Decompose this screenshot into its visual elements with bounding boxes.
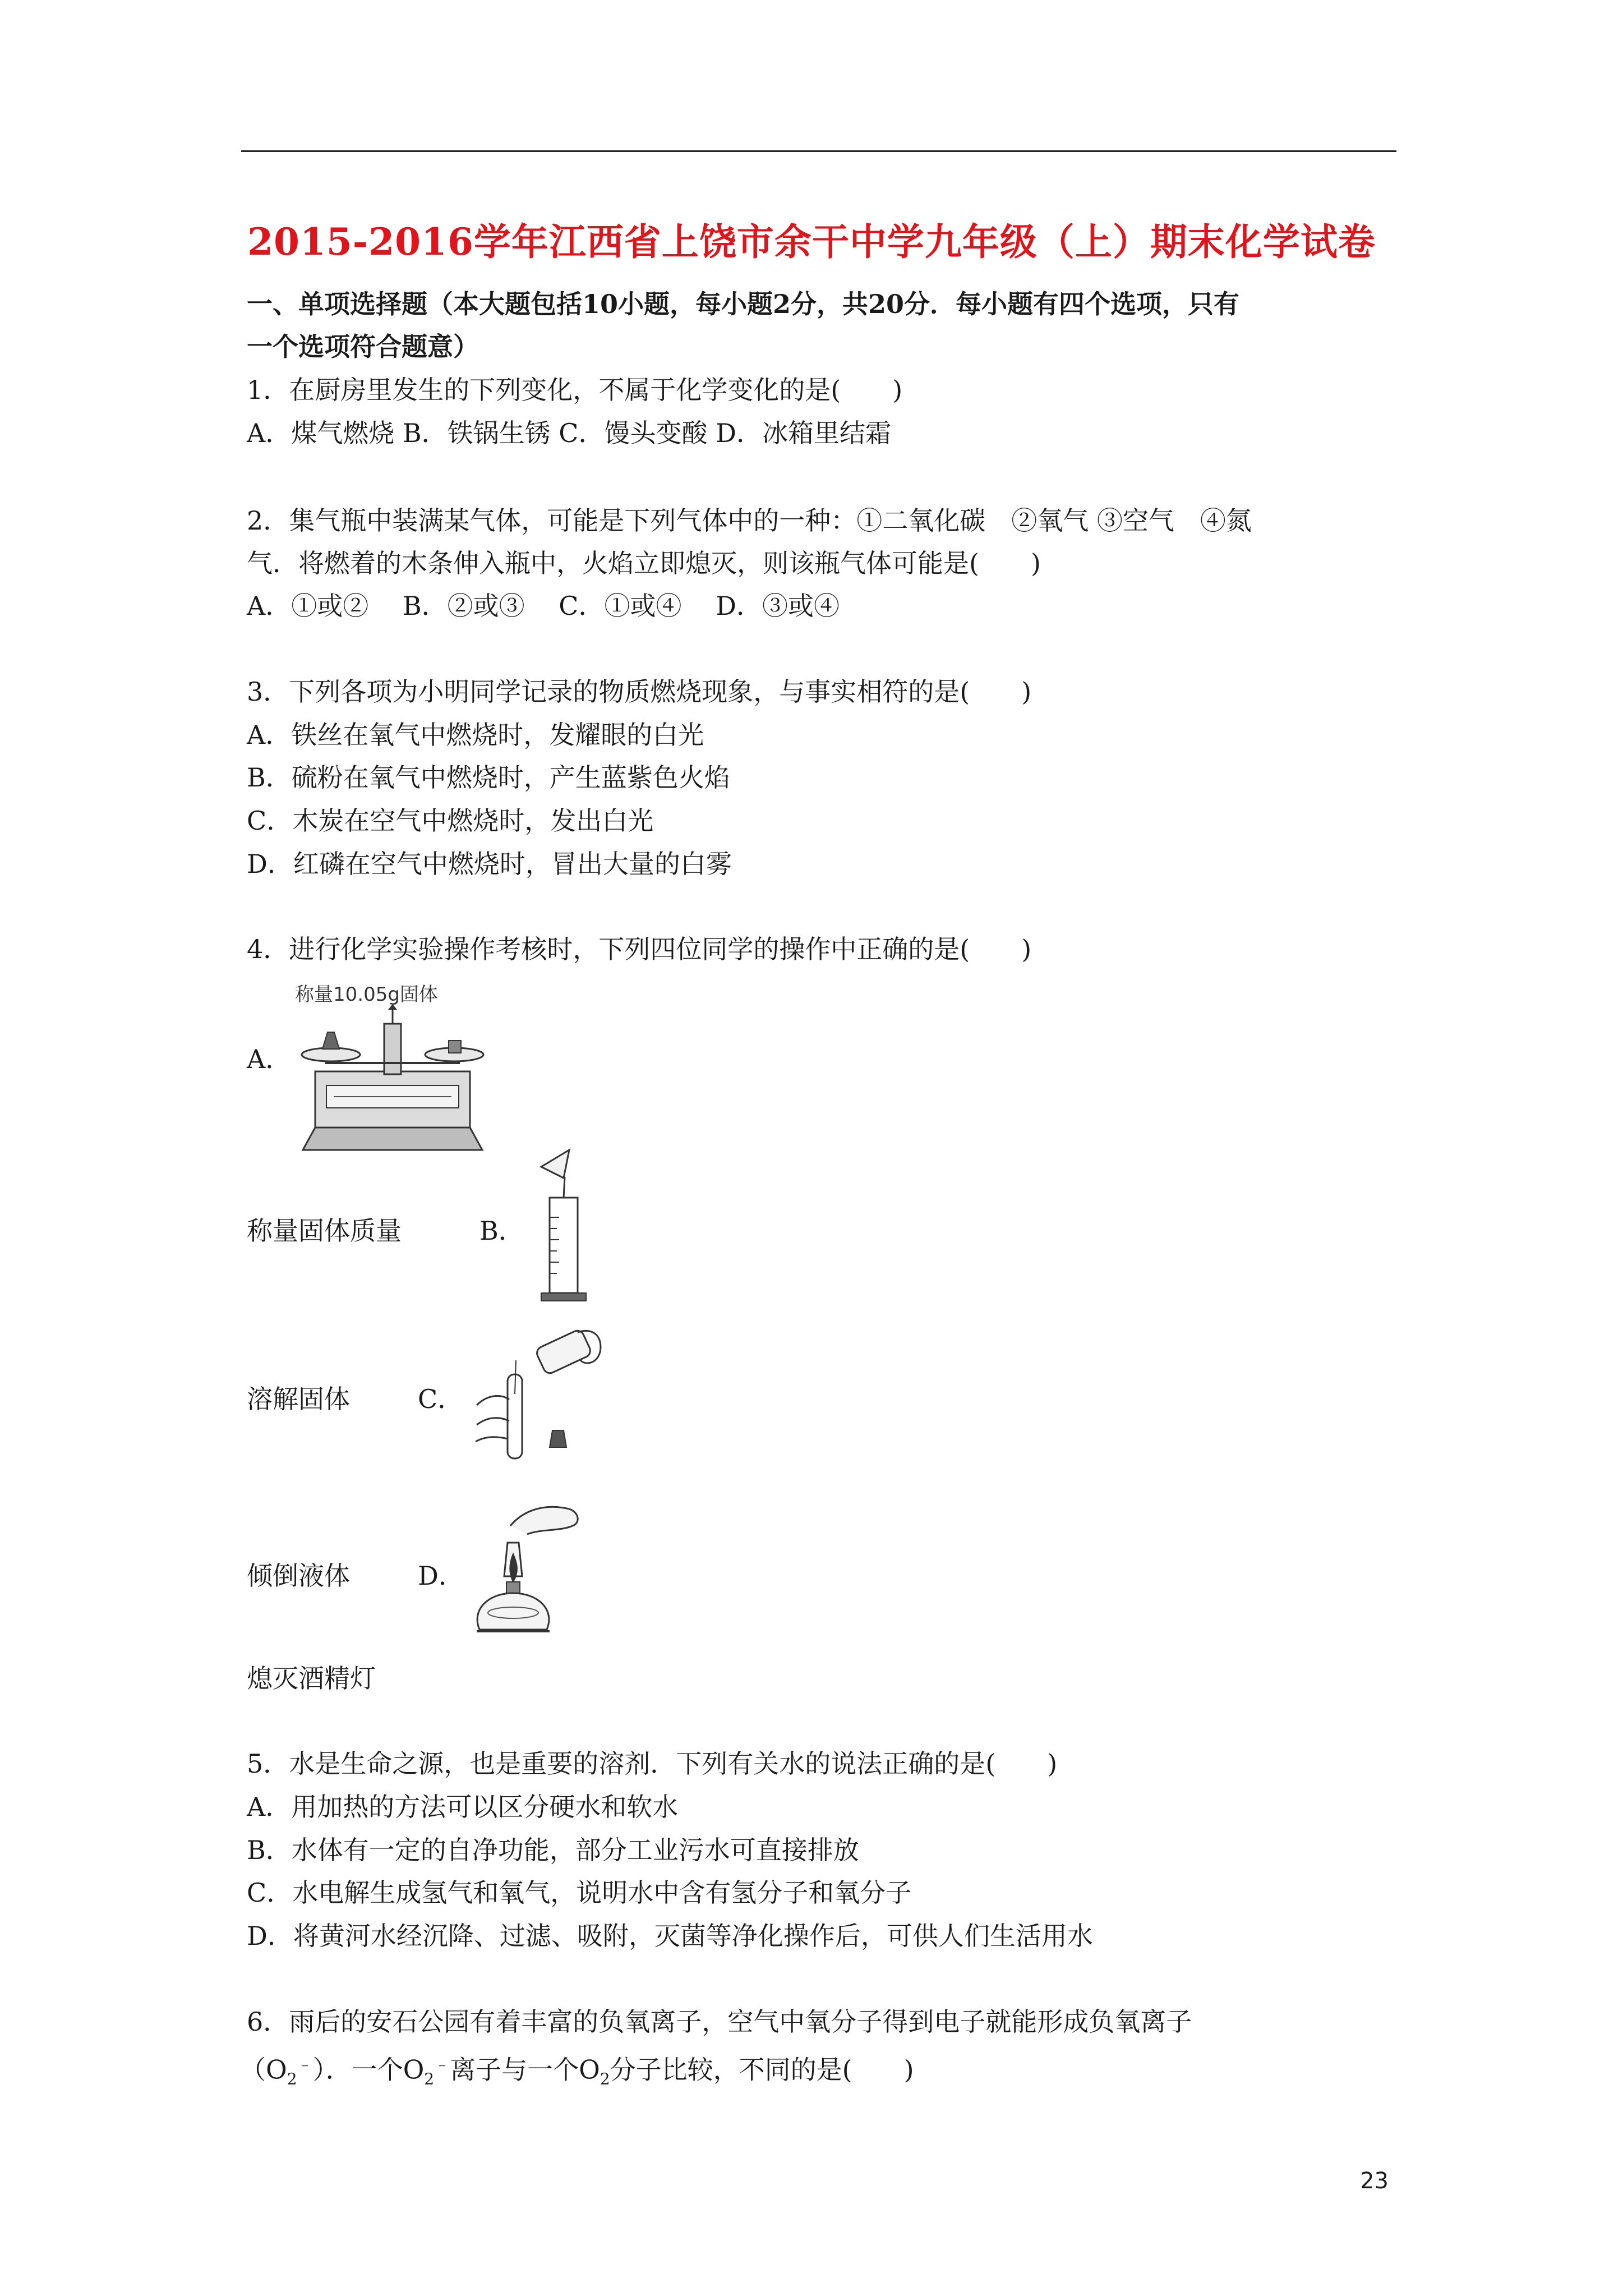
q5-option-c: C．水电解生成氢气和氧气，说明水中含有氢分子和氧分子 [247,1878,912,1908]
q1-stem: 1．在厨房里发生的下列变化，不属于化学变化的是( ) [247,375,903,405]
q3-option-b: B．硫粉在氧气中燃烧时，产生蓝紫色火焰 [247,762,730,793]
section-heading-line2: 一个选项符合题意） [247,332,479,362]
q6-formula-sub: 2 [287,2069,297,2088]
q4-caption-a: 称量固体质量 [247,1216,402,1246]
q2-stem-line2: 气．将燃着的木条伸入瓶中，火焰立即熄灭，则该瓶气体可能是( ) [247,548,1041,578]
q4-option-b-letter: B． [479,1216,524,1246]
graduated-cylinder-figure [524,1144,603,1307]
header-rule [241,150,1396,152]
balance-figure-label: 称量10.05g固体 [295,983,438,1006]
page-number: 23 [1360,2168,1389,2194]
q6-text-mid: ）．一个O [312,2054,425,2085]
q3-option-c: C．木炭在空气中燃烧时，发出白光 [247,806,654,836]
graduated-cylinder-drawing [524,1144,603,1307]
q4-option-c-letter: C． [418,1384,464,1414]
q3-option-d: D．红磷在空气中燃烧时，冒出大量的白雾 [247,849,732,879]
q4-option-d-letter: D． [418,1561,464,1591]
q6-formula-sub2: 2 [424,2069,435,2088]
q1-options: A．煤气燃烧 B．铁锅生锈 C．馒头变酸 D．冰箱里结霜 [247,418,891,448]
q6-text-mid2: 离子与一个O [450,2054,600,2085]
q6-formula-sup2: ﹣ [434,2055,450,2073]
q2-stem-line1: 2．集气瓶中装满某气体，可能是下列气体中的一种：①二氧化碳 ②氧气 ③空气 ④氮 [247,505,1252,536]
pouring-liquid-drawing [465,1321,606,1467]
balance-drawing [292,1001,494,1164]
q2-options: A．①或② B．②或③ C．①或④ D．③或④ [247,591,840,621]
q6-formula-open: （O [240,2054,287,2085]
q5-option-b: B．水体有一定的自净功能，部分工业污水可直接排放 [247,1835,859,1865]
q5-stem: 5．水是生命之源，也是重要的溶剂．下列有关水的说法正确的是( ) [247,1749,1058,1779]
section-heading-line1: 一、单项选择题（本大题包括10小题，每小题2分，共20分．每小题有四个选项，只有 [247,289,1240,319]
q4-caption-b: 溶解固体 [247,1384,350,1414]
q6-stem-line1: 6．雨后的安石公园有着丰富的负氧离子，空气中氧分子得到电子就能形成负氧离子 [247,2007,1192,2037]
exam-title: 2015-2016学年江西省上饶市余干中学九年级（上）期末化学试卷 [247,220,1376,264]
alcohol-lamp-drawing [463,1498,592,1644]
q6-text-end: 分子比较，不同的是( ) [610,2054,914,2085]
alcohol-lamp-figure [463,1498,592,1644]
q4-stem: 4．进行化学实验操作考核时，下列四位同学的操作中正确的是( ) [247,934,1032,964]
balance-figure [292,979,494,1164]
q5-option-a: A．用加热的方法可以区分硬水和软水 [247,1792,679,1822]
q6-formula-sub3: 2 [600,2069,610,2088]
q6-formula-sup: ﹣ [297,2055,313,2073]
q3-stem: 3．下列各项为小明同学记录的物质燃烧现象，与事实相符的是( ) [247,677,1032,707]
q3-option-a: A．铁丝在氧气中燃烧时，发耀眼的白光 [247,720,704,750]
q4-caption-c: 倾倒液体 [247,1561,350,1591]
q4-caption-d: 熄灭酒精灯 [247,1663,376,1694]
pouring-liquid-figure [465,1321,606,1467]
q5-option-d: D．将黄河水经沉降、过滤、吸附，灭菌等净化操作后，可供人们生活用水 [247,1921,1093,1951]
q6-stem-line2 [240,2047,914,2096]
q4-option-a-letter: A． [247,1044,292,1074]
